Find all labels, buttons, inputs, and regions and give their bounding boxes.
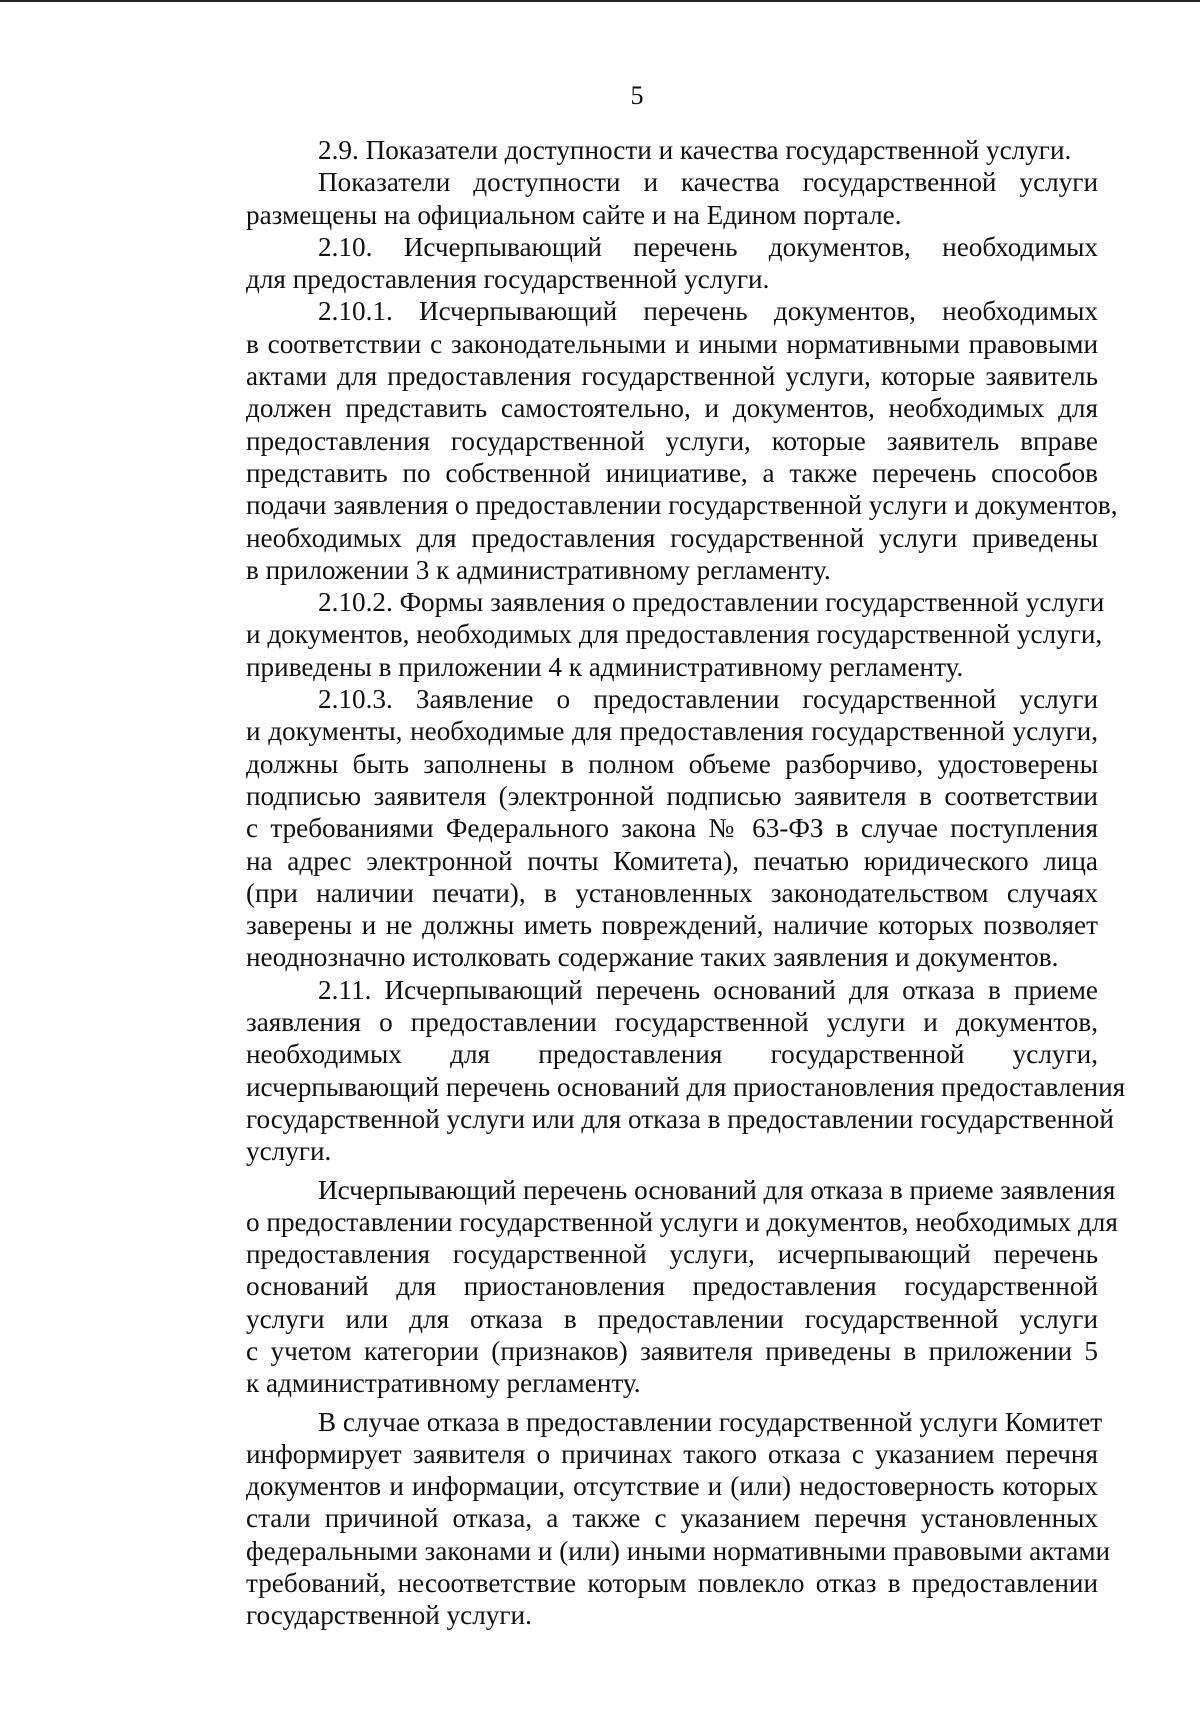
document-body [174, 134, 1126, 1632]
paragraph-2-10-3 [174, 683, 1098, 974]
text-line: 2.9. Показатели доступности и качества государственной услуги. [318, 135, 1072, 165]
text-line: В случае отказа в предоставлении государственной услуги Комитет [318, 1406, 1103, 1437]
paragraph-2-10-1 [174, 295, 1118, 586]
text-line: Исчерпывающий перечень оснований для отказа в приеме заявления [318, 1174, 1116, 1205]
text-line: и документы, необходимые для предоставления государственной услуги, [246, 716, 1098, 747]
text-line: услуги или для отказа в предоставлении государственной услуги [246, 1303, 1098, 1334]
page-number: 5 [630, 81, 644, 110]
text-line: документов и информации, отсутствие и (или) недостоверность которых [246, 1471, 1098, 1502]
text-line: государственной услуги или для отказа в предоставлении государственной [246, 1103, 1114, 1134]
text-line: в соответствии с законодательными и иными нормативными правовыми [246, 328, 1098, 359]
paragraph-2-9-heading [174, 134, 1098, 166]
text-line: 2.10.3. Заявление о предоставлении государственной услуги [318, 684, 1098, 715]
text-line: 2.10. Исчерпывающий перечень документов, необходимых [318, 231, 1098, 262]
paragraph-2-10-2 [174, 586, 1105, 683]
text-line: предоставления государственной услуги, которые заявитель вправе [246, 425, 1098, 456]
text-line: заверены и не должны иметь повреждений, наличие которых позволяет [246, 910, 1098, 941]
text-line: приведены в приложении 4 к административному регламенту. [246, 651, 964, 682]
text-line: заявления о предоставлении государственной услуги и документов, [246, 1007, 1098, 1038]
text-line: необходимых для предоставления государственной услуги приведены [246, 522, 1098, 553]
scan-top-border [0, 0, 1200, 2]
text-line: и документов, необходимых для предоставления государственной услуги, [246, 619, 1103, 650]
text-line: государственной услуги. [246, 1600, 532, 1631]
text-line: должен представить самостоятельно, и документов, необходимых для [246, 393, 1098, 424]
text-line: с требованиями Федерального закона № 63-ФЗ в случае поступления [246, 813, 1098, 844]
text-line: 2.11. Исчерпывающий перечень оснований для отказа в приеме [318, 974, 1098, 1005]
text-line: исчерпывающий перечень оснований для приостановления предоставления [246, 1071, 1126, 1102]
text-line: (при наличии печати), в установленных законодательством случаях [246, 877, 1098, 908]
text-line: предоставления государственной услуги, исчерпывающий перечень [246, 1239, 1098, 1270]
text-line: к административному регламенту. [246, 1368, 641, 1399]
text-line: услуги. [246, 1136, 332, 1167]
text-line: Показатели доступности и качества государственной услуги [318, 167, 1098, 198]
text-line: требований, несоответствие которым повлекло отказ в предоставлении [246, 1568, 1098, 1599]
text-line: необходимых для предоставления государственной услуги, [246, 1039, 1098, 1070]
text-line: в приложении 3 к административному регламенту. [246, 554, 831, 585]
text-line: неоднозначно истолковать содержание таких заявления и документов. [246, 942, 1059, 973]
paragraph-2-10 [174, 231, 1098, 296]
text-line: для предоставления государственной услуги. [246, 264, 770, 295]
text-line: о предоставлении государственной услуги и документов, необходимых для [246, 1206, 1118, 1237]
text-line: подписью заявителя (электронной подписью заявителя в соответствии [246, 780, 1098, 811]
text-line: на адрес электронной почты Комитета), печатью юридического лица [246, 845, 1098, 876]
paragraph-2-9-body [174, 166, 1098, 231]
text-line: 2.10.2. Формы заявления о предоставлении государственной услуги [318, 587, 1105, 618]
text-line: информирует заявителя о причинах такого отказа с указанием перечня [246, 1438, 1098, 1469]
text-line: представить по собственной инициативе, а также перечень способов [246, 457, 1098, 488]
text-line: 2.10.1. Исчерпывающий перечень документов, необходимых [318, 296, 1098, 327]
text-line: с учетом категории (признаков) заявителя приведены в приложении 5 [246, 1335, 1098, 1366]
text-line: актами для предоставления государственной услуги, которые заявитель [246, 361, 1098, 392]
paragraph-2-11 [174, 974, 1126, 1168]
text-line: размещены на официальном сайте и на Едином портале. [246, 199, 902, 230]
text-line: должны быть заполнены в полном объеме разборчиво, удостоверены [246, 748, 1098, 779]
text-line: стали причиной отказа, а также с указанием перечня установленных [246, 1503, 1098, 1534]
text-line: подачи заявления о предоставлении государственной услуги и документов, [246, 490, 1118, 521]
text-line: федеральными законами и (или) иными нормативными правовыми актами [246, 1535, 1111, 1566]
text-line: оснований для приостановления предоставления государственной [246, 1271, 1098, 1302]
paragraph-refusal-notification [174, 1406, 1111, 1632]
paragraph-refusal-grounds [174, 1174, 1118, 1400]
